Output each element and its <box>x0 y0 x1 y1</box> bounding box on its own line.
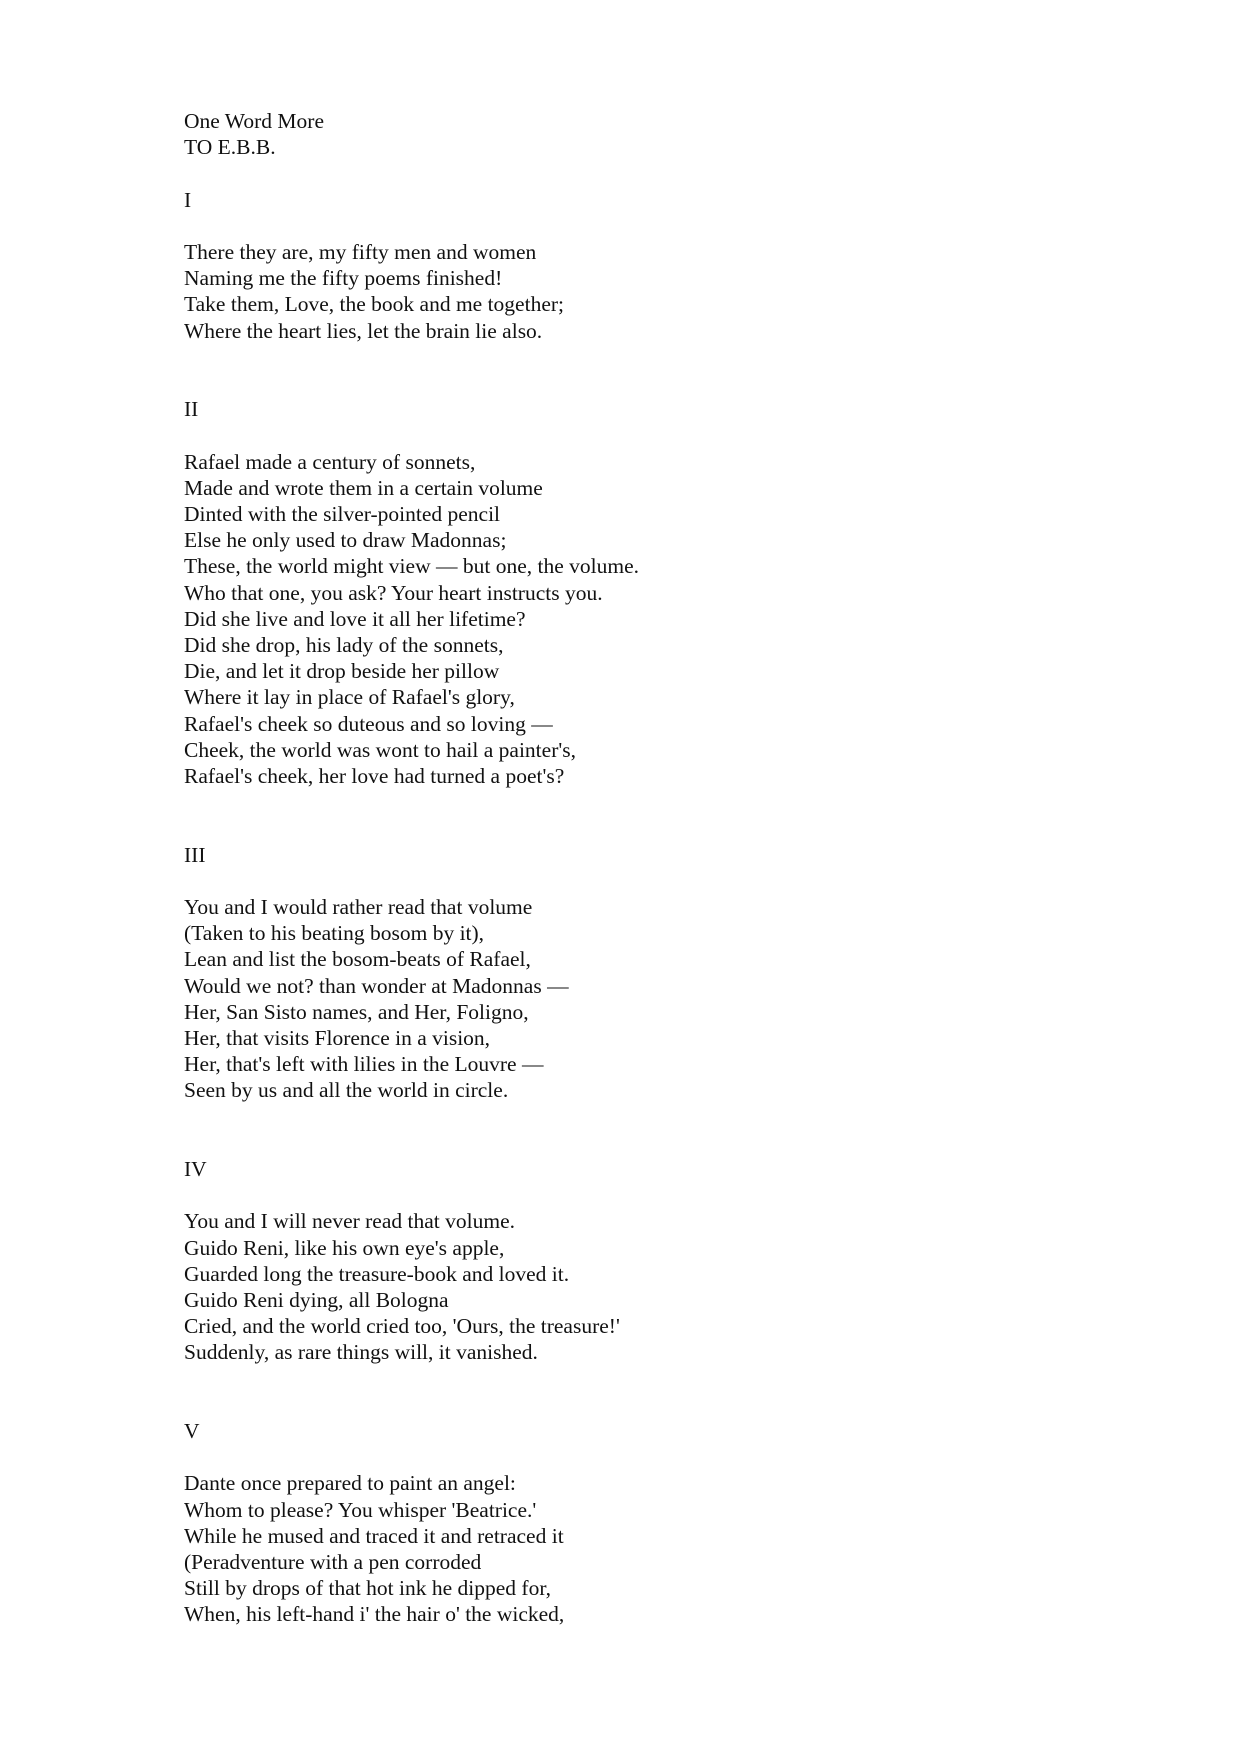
poem-line: Lean and list the bosom-beats of Rafael, <box>184 947 531 972</box>
poem-line: Rafael made a century of sonnets, <box>184 449 476 474</box>
stanza-5 <box>184 1418 1184 1628</box>
poem-line: (Taken to his beating bosom by it), <box>184 921 485 946</box>
stanza-3 <box>184 842 1184 1104</box>
poem-line: These, the world might view — but one, the volume. <box>184 554 639 579</box>
poem-line: While he mused and traced it and retraced it <box>184 1523 564 1548</box>
poem-line: When, his left-hand i' the hair o' the wicked, <box>184 1602 565 1627</box>
poem-line: Guido Reni dying, all Bologna <box>184 1288 449 1313</box>
poem-line: Rafael's cheek, her love had turned a poet's? <box>184 764 565 789</box>
poem-line: Guido Reni, like his own eye's apple, <box>184 1235 505 1260</box>
poem-line: Naming me the fifty poems finished! <box>184 266 503 291</box>
poem-line: You and I will never read that volume. <box>184 1209 515 1234</box>
poem-title: One Word More <box>184 109 324 133</box>
poem-line: Take them, Love, the book and me together; <box>184 292 564 317</box>
stanza-4 <box>184 1156 1184 1366</box>
poem-line: Rafael's cheek so duteous and so loving — <box>184 711 553 736</box>
poem-line: Her, that visits Florence in a vision, <box>184 1026 491 1051</box>
poem-line: Dante once prepared to paint an angel: <box>184 1471 516 1496</box>
stanza-numeral: III <box>184 842 206 867</box>
stanza-2 <box>184 396 1184 789</box>
poem-line: Cried, and the world cried too, 'Ours, the treasure!' <box>184 1314 620 1339</box>
poem-line: Dinted with the silver-pointed pencil <box>184 501 501 526</box>
poem-line: Seen by us and all the world in circle. <box>184 1078 509 1103</box>
poem-line: Her, that's left with lilies in the Louvre — <box>184 1052 544 1077</box>
stanza-numeral: I <box>184 187 192 212</box>
stanza-numeral: II <box>184 397 199 422</box>
poem-line: Still by drops of that hot ink he dipped for, <box>184 1576 551 1601</box>
poem-line: Where the heart lies, let the brain lie also. <box>184 318 543 343</box>
poem-line: Who that one, you ask? Your heart instructs you. <box>184 580 603 605</box>
poem-line: Suddenly, as rare things will, it vanished. <box>184 1340 538 1365</box>
poem-line: Where it lay in place of Rafael's glory, <box>184 685 515 710</box>
stanza-numeral: IV <box>184 1157 207 1182</box>
poem-line: Would we not? than wonder at Madonnas — <box>184 973 569 998</box>
poem-line: You and I would rather read that volume <box>184 895 533 919</box>
poem-line: Whom to please? You whisper 'Beatrice.' <box>184 1497 537 1522</box>
poem-line: There they are, my fifty men and women <box>184 239 537 264</box>
stanza-1 <box>184 187 1184 344</box>
poem-line: Die, and let it drop beside her pillow <box>184 659 500 684</box>
poem-body <box>184 108 1184 1628</box>
poem-line: Her, San Sisto names, and Her, Foligno, <box>184 999 529 1024</box>
poem-line: (Peradventure with a pen corroded <box>184 1550 482 1575</box>
poem-line: Did she live and love it all her lifetime? <box>184 606 526 631</box>
poem-dedication: TO E.B.B. <box>184 135 276 160</box>
poem-line: Made and wrote them in a certain volume <box>184 475 543 500</box>
poem-line: Guarded long the treasure-book and loved it. <box>184 1261 570 1286</box>
poem-line: Else he only used to draw Madonnas; <box>184 528 507 553</box>
poem-line: Cheek, the world was wont to hail a painter's, <box>184 737 576 762</box>
poem-line: Did she drop, his lady of the sonnets, <box>184 633 504 657</box>
stanza-numeral: V <box>184 1419 200 1444</box>
